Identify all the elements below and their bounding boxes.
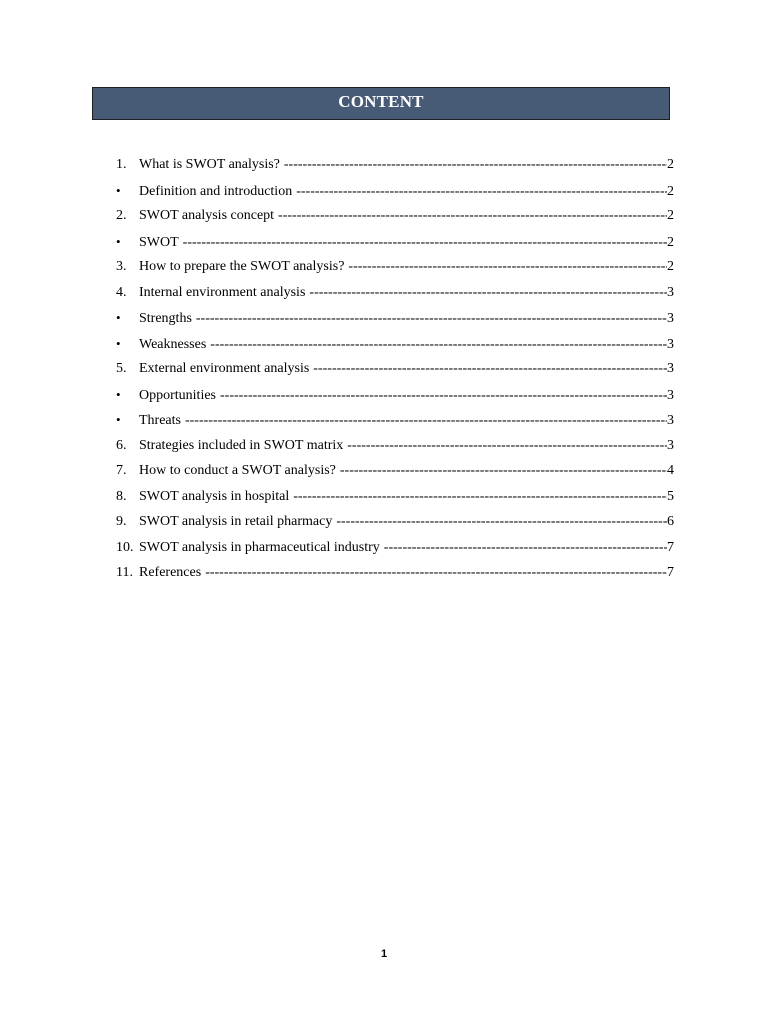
toc-entry-marker: 2. [116, 208, 127, 223]
toc-entry-label: SWOT [139, 234, 179, 250]
toc-entry-leader [336, 509, 667, 535]
toc-entry-page: 7 [667, 539, 674, 555]
toc-entry-label: Weaknesses [139, 336, 207, 352]
toc-entry-leader [340, 458, 667, 484]
toc-entry-page: 3 [667, 361, 674, 376]
toc-entry-label: How to conduct a SWOT analysis? [139, 463, 336, 478]
toc-entry-page: 6 [667, 514, 674, 529]
toc-entry-label: Threats [139, 413, 181, 428]
toc-entry-label: SWOT analysis in retail pharmacy [139, 514, 333, 529]
toc-entry-leader [220, 383, 667, 409]
toc-entry[interactable] [116, 331, 674, 357]
toc-entry-leader [296, 179, 667, 205]
toc-entry-marker: 3. [116, 259, 127, 274]
toc-entry-leader [183, 230, 667, 256]
toc-entry-page: 3 [667, 387, 674, 403]
toc-entry[interactable] [116, 458, 674, 484]
content-title: CONTENT [338, 91, 424, 111]
toc-entry[interactable] [116, 509, 674, 535]
toc-entry-page: 2 [667, 157, 674, 172]
toc-entry-leader [278, 203, 667, 229]
toc-entry-leader [313, 356, 667, 382]
toc-entry[interactable] [116, 305, 674, 331]
toc-entry-page: 3 [667, 311, 674, 326]
content-header-bar [92, 87, 670, 120]
toc-entry-marker: • [116, 335, 121, 351]
toc-entry-page: 2 [667, 259, 674, 274]
toc-entry-label: How to prepare the SWOT analysis? [139, 259, 345, 274]
toc-entry-marker: 7. [116, 463, 127, 478]
toc-entry-leader [205, 560, 667, 586]
toc-entry-page: 3 [667, 284, 674, 300]
toc-entry-label: SWOT analysis concept [139, 208, 275, 223]
toc-entry-leader [185, 408, 667, 434]
toc-entry-marker: 4. [116, 284, 127, 300]
toc-entry-label: References [139, 565, 202, 580]
toc-entry[interactable] [116, 203, 674, 229]
toc-entry-label: External environment analysis [139, 361, 310, 376]
toc-entry-marker: 8. [116, 488, 127, 504]
toc-entry-page: 5 [667, 488, 674, 504]
toc-entry-page: 4 [667, 463, 674, 478]
toc-entry-page: 2 [667, 234, 674, 250]
toc-entry[interactable] [116, 433, 674, 459]
toc-entry[interactable] [116, 229, 674, 255]
toc-entry-page: 3 [667, 413, 674, 428]
toc-entry[interactable] [116, 280, 674, 306]
toc-entry-label: Opportunities [139, 387, 216, 403]
toc-entry[interactable] [116, 407, 674, 433]
toc-entry-leader [196, 306, 667, 332]
toc-entry[interactable] [116, 178, 674, 204]
toc-entry-label: Definition and introduction [139, 183, 293, 199]
toc-entry-label: Internal environment analysis [139, 284, 306, 300]
toc-entry-label: Strengths [139, 311, 192, 326]
toc-entry-leader [309, 280, 667, 306]
toc-entry-marker: • [116, 182, 121, 198]
toc-entry[interactable] [116, 382, 674, 408]
toc-entry-page: 3 [667, 336, 674, 352]
toc-entry-leader [347, 433, 667, 459]
toc-entry[interactable] [116, 356, 674, 382]
toc-entry-marker: 10. [116, 539, 134, 555]
toc-entry-marker: • [116, 233, 121, 249]
toc-entry-label: What is SWOT analysis? [139, 157, 280, 172]
toc-entry-label: Strategies included in SWOT matrix [139, 437, 344, 453]
toc-entry[interactable] [116, 152, 674, 178]
toc-entry[interactable] [116, 560, 674, 586]
toc-entry-marker: 6. [116, 437, 127, 453]
page-number: 1 [380, 948, 388, 960]
table-of-contents [116, 152, 674, 586]
toc-entry-leader [293, 484, 667, 510]
toc-entry-marker: • [116, 412, 121, 427]
toc-entry-leader [384, 535, 667, 561]
toc-entry-leader [210, 332, 667, 358]
toc-entry-page: 2 [667, 183, 674, 199]
toc-entry-leader [348, 254, 667, 280]
toc-entry-page: 2 [667, 208, 674, 223]
toc-entry-marker: 11. [116, 565, 133, 580]
toc-entry-marker: 9. [116, 514, 127, 529]
toc-entry-label: SWOT analysis in pharmaceutical industry [139, 539, 380, 555]
toc-entry[interactable] [116, 254, 674, 280]
toc-entry-marker: 5. [116, 361, 127, 376]
toc-entry-marker: • [116, 310, 121, 325]
toc-entry-page: 7 [667, 565, 674, 580]
toc-entry-marker: • [116, 386, 121, 402]
toc-entry-marker: 1. [116, 157, 127, 172]
toc-entry[interactable] [116, 484, 674, 510]
toc-entry[interactable] [116, 535, 674, 561]
toc-entry-label: SWOT analysis in hospital [139, 488, 290, 504]
toc-entry-leader [284, 152, 667, 178]
toc-entry-page: 3 [667, 437, 674, 453]
